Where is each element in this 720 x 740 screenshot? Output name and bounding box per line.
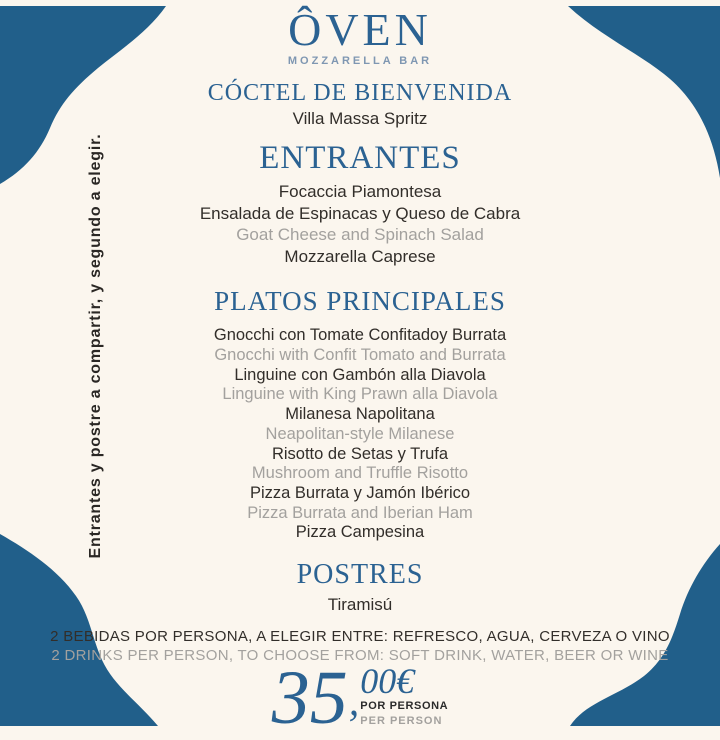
drinks-note-en: 2 DRINKS PER PERSON, TO CHOOSE FROM: SOFT DRINK, WATER, BEER OR WINE [51, 647, 669, 665]
section-platos-principales [50, 286, 670, 543]
brand-subtitle: MOZZARELLA BAR [287, 55, 433, 68]
menu-item: Gnocchi con Tomate Confitadoy Burrata [213, 326, 507, 345]
price-per-person-en: PER PERSON [360, 714, 443, 727]
menu-item: Mozzarella Caprese [284, 246, 436, 266]
menu-item: Villa Massa Spritz [292, 109, 428, 129]
menu-item: Pizza Campesina [295, 523, 425, 542]
drinks-note [50, 627, 670, 665]
menu-item-translation: Linguine with King Prawn alla Diavola [222, 385, 498, 404]
menu-item: Milanesa Napolitana [285, 405, 435, 424]
menu-item-translation: Goat Cheese and Spinach Salad [236, 225, 484, 245]
section-postres [50, 559, 670, 615]
menu-item-translation: Mushroom and Truffle Risotto [251, 464, 469, 483]
menu-item-translation: Neapolitan-style Milanese [265, 424, 455, 443]
postres-items [50, 594, 670, 615]
price-per-person-es: POR PERSONA [360, 699, 449, 712]
menu-item: Ensalada de Espinacas y Queso de Cabra [199, 203, 521, 223]
section-welcome-cocktail [50, 80, 670, 129]
menu-item: Focaccia Piamontesa [278, 182, 442, 202]
menu-item-translation: Gnocchi with Confit Tomato and Burrata [214, 346, 506, 364]
menu-item: Linguine con Gambón alla Diavola [234, 365, 486, 384]
price-amount: 35 [271, 656, 348, 740]
price-cents: 00€ [360, 661, 415, 702]
brand-title: ÔVEN [288, 4, 432, 55]
price-side [360, 661, 449, 727]
section-heading-platos: PLATOS PRINCIPALES [214, 286, 506, 317]
brand-header [50, 6, 670, 67]
menu-item: Tiramisú [327, 595, 393, 615]
menu-item: Pizza Burrata y Jamón Ibérico [249, 483, 471, 502]
menu-item-translation: Pizza Burrata and Iberian Ham [247, 503, 473, 522]
section-heading-postres: POSTRES [296, 559, 424, 591]
section-heading-entrantes: ENTRANTES [259, 140, 461, 177]
entrantes-items [50, 181, 670, 267]
menu-content [50, 4, 670, 740]
section-heading-welcome: CÓCTEL DE BIENVENIDA [207, 80, 513, 107]
platos-items [50, 326, 670, 543]
menu-page [0, 4, 720, 740]
price-comma: , [348, 679, 360, 726]
section-entrantes [50, 140, 670, 267]
drinks-note-es: 2 BEBIDAS POR PERSONA, A ELEGIR ENTRE: REFRESCO, AGUA, CERVEZA O VINO [50, 628, 670, 646]
side-note: Entrantes y postre a compartir, y segundo a elegir. [87, 133, 104, 559]
menu-item: Risotto de Setas y Trufa [271, 444, 449, 463]
